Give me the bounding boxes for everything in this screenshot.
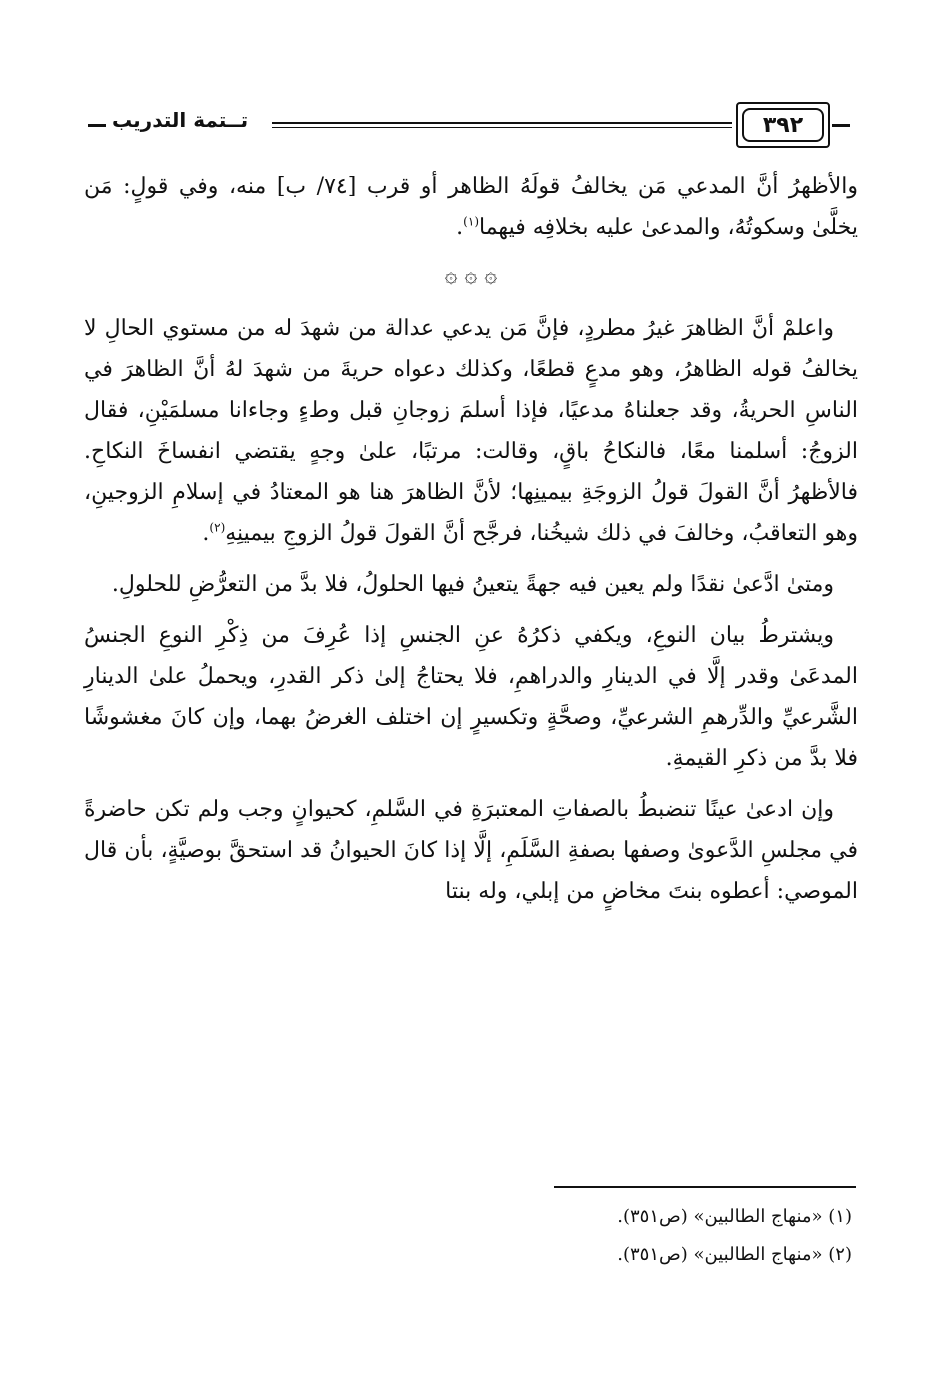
header-dash-right [832, 124, 850, 127]
paragraph-1-text: والأظهرُ أنَّ المدعي مَن يخالفُ قولَهُ الظاهر أو قرب [٧٤/ ب] منه، وفي قولٍ: مَن يخلَّىٰ وسكوتُهُ، والمدعىٰ عليه بخلافِه فيهما [84, 174, 859, 240]
page-header [88, 100, 850, 156]
footnote-1: (١) «منهاج الطالبين» (ص٣٥١). [617, 1206, 852, 1227]
footnote-2: (٢) «منهاج الطالبين» (ص٣٥١). [617, 1244, 852, 1265]
running-title: تــتمة التدريب [112, 108, 249, 132]
paragraph-2-text: واعلمْ أنَّ الظاهرَ غيرُ مطردٍ، فإنَّ مَن يدعي عدالة من شهدَ له من مستوي الحالِ لا يخالفُ قوله الظاهرُ، وهو مدعٍ قطعًا، وكذلك دعواه حريةَ من شهدَ لهُ أنَّ الظاهرَ في الناسِ الحريةُ، وقد جعلناهُ مدعيًا، فإذا أسلمَ زوجانِ قبل وطءٍ وجاءانا مسلمَيْنِ، فقال الزوجُ: أسلمنا معًا، فالنكاحُ باقٍ، وقالت: مرتبًا، علىٰ وجهٍ يقتضي انفساخَ النكاحِ. فالأظهرُ أنَّ القولَ قولُ الزوجَةِ بيمينِها؛ لأنَّ الظاهرَ هنا هو المعتادُ في إسلامِ الزوجينِ، وهو التعاقبُ، وخالفَ في ذلك شيخُنا، فرجَّح أنَّ القولَ قولُ الزوجِ بيمينِهِ [84, 316, 858, 546]
header-rule [272, 122, 732, 128]
paragraph-1: والأظهرُ أنَّ المدعي مَن يخالفُ قولَهُ الظاهر أو قرب [٧٤/ ب] منه، وفي قولٍ: مَن يخلَّىٰ وسكوتُهُ، والمدعىٰ عليه بخلافِه فيهما$^{(١)}$. [84, 174, 859, 240]
header-dash-left [88, 124, 106, 127]
paragraph-2: واعلمْ أنَّ الظاهرَ غيرُ مطردٍ، فإنَّ مَن يدعي عدالة من شهدَ له من مستوي الحالِ لا يخالفُ قوله الظاهرُ، وهو مدعٍ قطعًا، وكذلك دعواه حريةَ من شهدَ لهُ أنَّ الظاهرَ في الناسِ الحريةُ، وقد جعلناهُ مدعيًا، فإذا أسلمَ زوجانِ قبل وطءٍ وجاءانا مسلمَيْنِ، فقال الزوجُ: أسلمنا معًا، فالنكاحُ باقٍ، وقالت: مرتبًا، علىٰ وجهٍ يقتضي انفساخَ النكاحِ. فالأظهرُ أنَّ القولَ قولُ الزوجَةِ بيمينِها؛ لأنَّ الظاهرَ هنا هو المعتادُ في إسلامِ الزوجينِ، وهو التعاقبُ، وخالفَ في ذلك شيخُنا، فرجَّح أنَّ القولَ قولُ الزوجِ بيمينِهِ$^{(٢)}$. [84, 316, 858, 546]
footnote-marker-1: (١) [463, 214, 479, 229]
footnotes [352, 1198, 852, 1274]
main-text [84, 166, 858, 912]
footnote-marker-2: (٢) [209, 520, 226, 535]
paragraph-5: وإن ادعىٰ عينًا تنضبطُ بالصفاتِ المعتبرَةِ في السَّلمِ، كحيوانٍ وجب ولم تكن حاضرةً في مجلسِ الدَّعوىٰ وصفها بصفةِ السَّلَمِ، إلَّا إذا كانَ الحيوانُ قد استحقَّ بوصيَّةٍ، بأن قال الموصي: أعطوه بنتَ مخاضٍ من إبلي، وله بنتا [84, 797, 858, 904]
section-ornament: ۞ ۞ ۞ [444, 263, 498, 288]
footnote-separator [554, 1186, 856, 1188]
page-number-frame [736, 102, 830, 148]
page-number: ٣٩٢ [762, 112, 804, 138]
paragraph-3: ومتىٰ ادَّعىٰ نقدًا ولم يعين فيه جهةً يتعينُ فيها الحلولُ، فلا بدَّ من التعرُّضِ للحلولِ. [111, 572, 834, 597]
paragraph-4: ويشترطُ بيان النوعِ، ويكفي ذكرُهُ عنِ الجنسِ إذا عُرِفَ من ذِكْرِ النوعِ الجنسُ المدعَىٰ وقدر إلَّا في الدينارِ والدراهمِ، فلا يحتاجُ إلىٰ ذكر القدرِ، ويحملُ علىٰ الدينارِ الشَّرعيِّ والدِّرهمِ الشرعيِّ، وصحَّةٍ وتكسيرٍ إن اختلف الغرضُ بهما، وإن كانَ مغشوشًا فلا بدَّ من ذكرِ القيمةِ. [84, 623, 858, 771]
